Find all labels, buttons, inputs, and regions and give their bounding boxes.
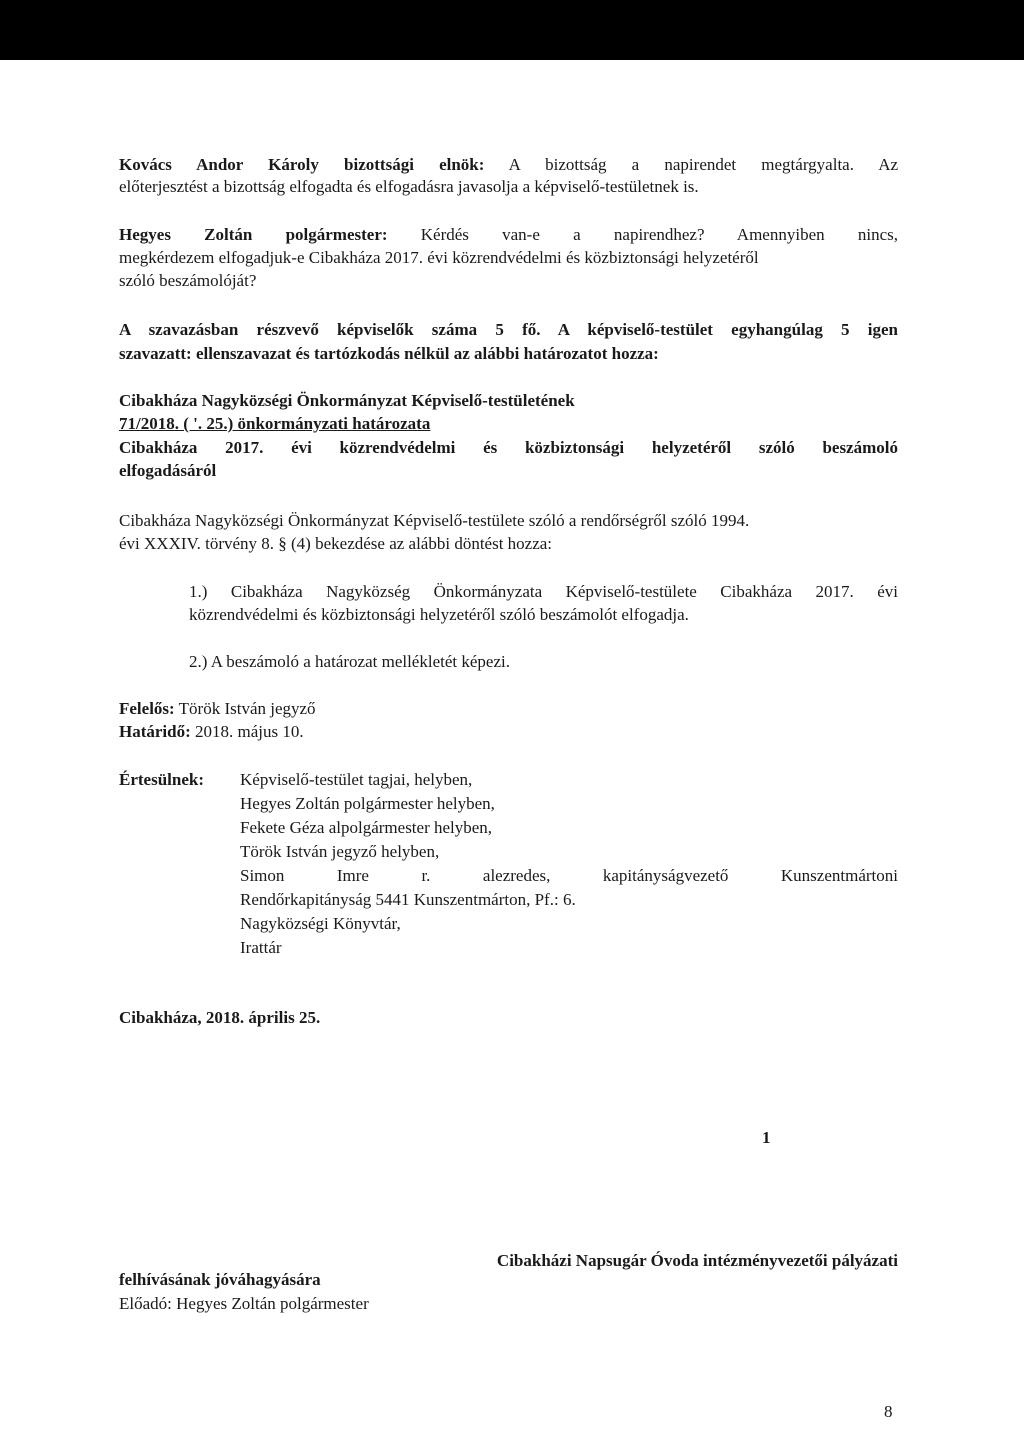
notify-item: Irattár: [240, 938, 282, 957]
resolution-heading2: 71/2018. ( '. 25.) önkormányzati határozata: [119, 414, 431, 433]
resolution-item2: 2.) A beszámoló a határozat mellékletét képezi.: [189, 652, 510, 671]
vote-line2: szavazatt: ellenszavazat és tartózkodás nélkül az alábbi határozatot hozza:: [119, 344, 659, 363]
notify-item: Fekete Géza alpolgármester helyben,: [240, 818, 493, 837]
p1-speaker: Kovács Andor Károly bizottsági elnök:: [119, 155, 485, 174]
deadline-value: 2018. május 10.: [195, 722, 304, 741]
page-number: 8: [884, 1402, 893, 1421]
notify-item: Képviselő-testület tagjai, helyben,: [240, 770, 473, 789]
notify-item: Rendőrkapitányság 5441 Kunszentmárton, Pf.: 6.: [240, 890, 576, 909]
resolution-title2: elfogadásáról: [119, 461, 217, 480]
next-item-line2: felhívásának jóváhagyására: [119, 1270, 321, 1289]
responsible-value: Török István jegyző: [178, 699, 316, 718]
notify-label: Értesülnek:: [119, 770, 204, 789]
agenda-number: 1: [762, 1128, 771, 1147]
resolution-title1: Cibakháza 2017. évi közrendvédelmi és közbiztonsági helyzetéről szóló beszámoló: [119, 438, 898, 457]
p1-line1: [119, 154, 898, 176]
next-item-line1: Cibakházi Napsugár Óvoda intézményvezetői pályázati: [496, 1251, 898, 1270]
deadline-label: Határidő:: [119, 722, 191, 741]
resolution-intro2: évi XXXIV. törvény 8. § (4) bekezdése az alábbi döntést hozza:: [119, 534, 553, 553]
p2-line3: szóló beszámolóját?: [119, 271, 257, 290]
notify-item: Török István jegyző helyben,: [240, 842, 440, 861]
p2-line1: [119, 224, 898, 246]
responsible-label: Felelős:: [119, 699, 175, 718]
resolution-intro1: Cibakháza Nagyközségi Önkormányzat Képviselő-testülete szóló a rendőrségről szóló 1994.: [119, 511, 750, 530]
p1-line1-rest: A bizottság a napirendet megtárgyalta. Az: [508, 155, 899, 174]
p2-line1-rest: Kérdés van-e a napirendhez? Amennyiben nincs,: [420, 225, 898, 244]
vote-line1: A szavazásban részvevő képviselők száma 5 fő. A képviselő-testület egyhangúlag 5 igen: [119, 320, 898, 339]
deadline-line: [119, 721, 304, 743]
notify-item: Nagyközségi Könyvtár,: [240, 914, 401, 933]
notify-item: Hegyes Zoltán polgármester helyben,: [240, 794, 495, 813]
resolution-heading1: Cibakháza Nagyközségi Önkormányzat Képviselő-testületének: [119, 391, 575, 410]
document-page: [0, 60, 1024, 1447]
p1-line2: előterjesztést a bizottság elfogadta és elfogadásra javasolja a képviselő-testületnek is.: [119, 177, 699, 196]
p2-line2: megkérdezem elfogadjuk-e Cibakháza 2017. évi közrendvédelmi és közbiztonsági helyzetéről: [119, 248, 759, 267]
resolution-item1-line1: 1.) Cibakháza Nagyközség Önkormányzata Képviselő-testülete Cibakháza 2017. évi: [189, 582, 898, 601]
p2-speaker: Hegyes Zoltán polgármester:: [119, 225, 388, 244]
place-date: Cibakháza, 2018. április 25.: [119, 1008, 321, 1027]
resolution-item1-line2: közrendvédelmi és közbiztonsági helyzetéről szóló beszámolót elfogadja.: [189, 605, 689, 624]
responsible-line: [119, 698, 316, 720]
notify-item: Simon Imre r. alezredes, kapitányságvezető Kunszentmártoni: [240, 866, 898, 885]
next-item-presenter: Előadó: Hegyes Zoltán polgármester: [119, 1294, 369, 1313]
